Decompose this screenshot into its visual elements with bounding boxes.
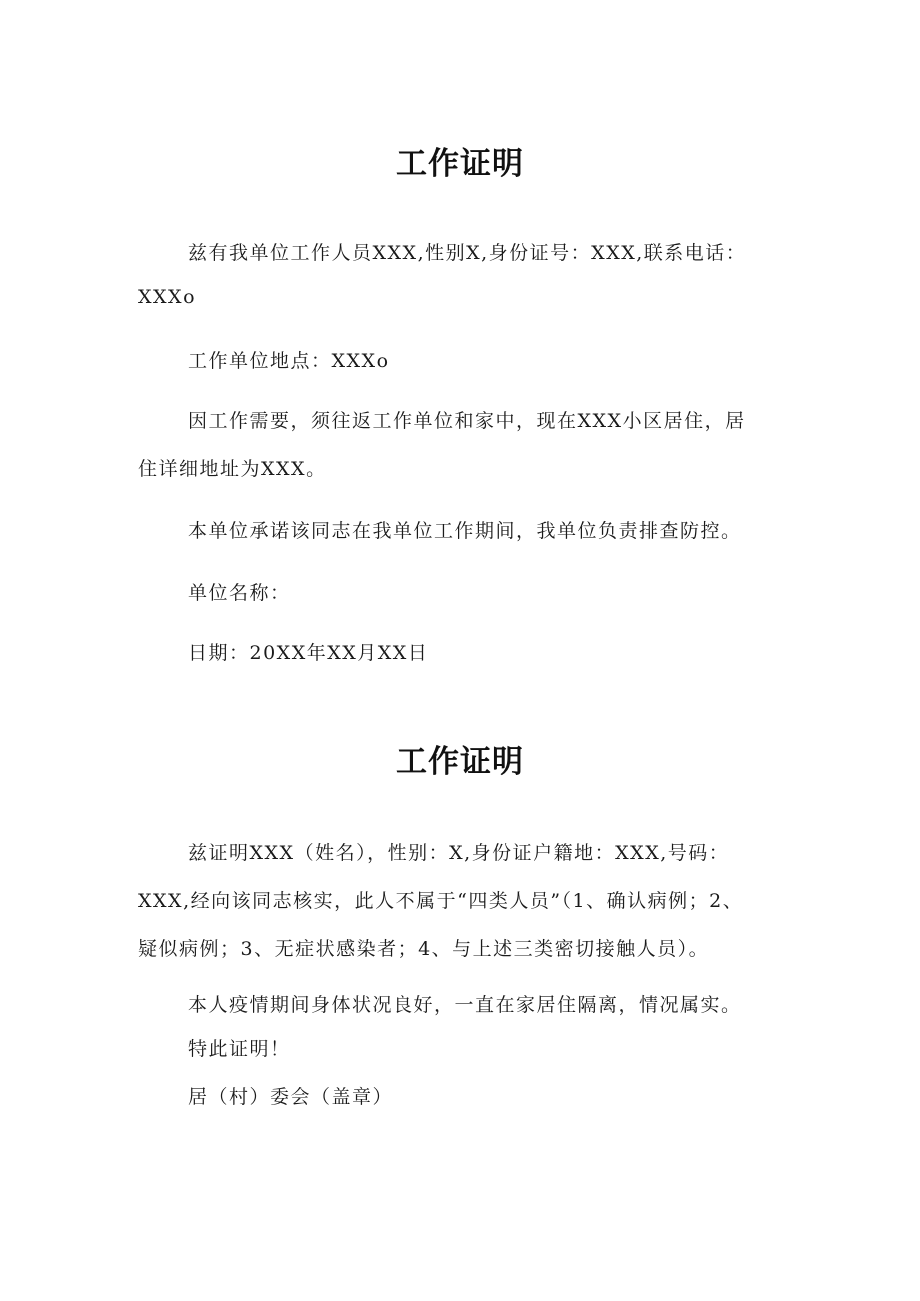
date-line: 日期：20XX年XX月XX日: [188, 642, 429, 664]
section1-para1-line1: 兹有我单位工作人员XXX,性别X,身份证号：XXX,联系电话：: [188, 242, 747, 264]
unit-name-label: 单位名称：: [188, 582, 291, 604]
section2-para1-line1: 兹证明XXX（姓名），性别：X,身份证户籍地：XXX,号码：: [188, 842, 730, 864]
section1-para3-line1: 因工作需要，须往返工作单位和家中，现在XXX小区居住，居: [188, 410, 746, 432]
section2-para3: 特此证明！: [188, 1038, 291, 1060]
section2-para2: 本人疫情期间身体状况良好，一直在家居住隔离，情况属实。: [188, 994, 742, 1016]
section2-para1-line3: 疑似病例；3、无症状感染者；4、与上述三类密切接触人员）。: [138, 938, 710, 960]
section1-para1-line2: XXXo: [138, 286, 197, 308]
section1-para4: 本单位承诺该同志在我单位工作期间，我单位负责排查防控。: [188, 520, 742, 542]
section1-para2: 工作单位地点：XXXo: [188, 350, 390, 372]
section2-title: 工作证明: [396, 744, 524, 780]
stamp-line: 居（村）委会（盖章）: [188, 1086, 394, 1108]
section1-para3-line2: 住详细地址为XXX。: [138, 458, 327, 480]
section1-title: 工作证明: [396, 146, 524, 182]
section2-para1-line2: XXX,经向该同志核实，此人不属于“四类人员”（1、确认病例；2、: [138, 890, 744, 912]
